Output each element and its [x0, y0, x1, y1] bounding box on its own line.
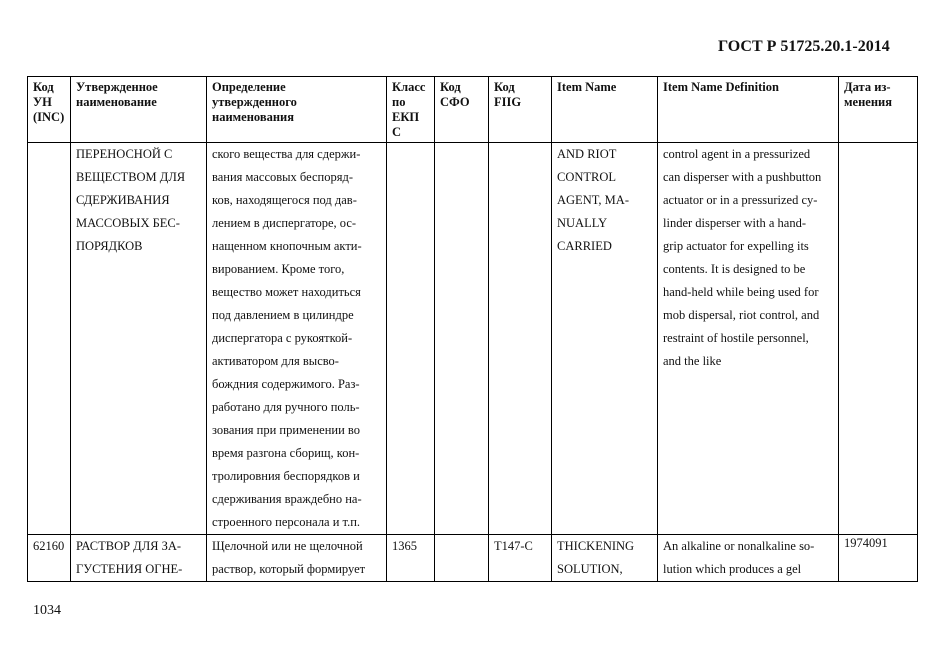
- header-change-date: Дата из- менения: [839, 77, 918, 143]
- standard-code: ГОСТ Р 51725.20.1-2014: [718, 38, 890, 55]
- header-inc-code: Код УН (INC): [28, 77, 71, 143]
- cell-sfo-code: [435, 143, 489, 535]
- header-fiig-code: Код FIIG: [489, 77, 552, 143]
- cell-ekps-class: [387, 143, 435, 535]
- page-number: 1034: [33, 603, 61, 618]
- cell-approved-name: РАСТВОР ДЛЯ ЗА- ГУСТЕНИЯ ОГНЕ-: [71, 535, 207, 582]
- table-row: [28, 143, 918, 535]
- cell-item-name: AND RIOT CONTROL AGENT, MA- NUALLY CARRIED: [552, 143, 658, 535]
- header-sfo-code: Код СФО: [435, 77, 489, 143]
- cell-ekps-class: 1365: [387, 535, 435, 582]
- header-ekps-class: Класс по ЕКП С: [387, 77, 435, 143]
- cell-item-name: THICKENING SOLUTION,: [552, 535, 658, 582]
- cell-item-name-definition: control agent in a pressurized can disperser with a pushbutton actuator or in a pressurized cy- linder disperser with a hand- grip actuator for expelling its contents. It is designed to be hand-held while being used for mob dispersal, riot control, and restraint of hostile personnel, and the like: [658, 143, 839, 535]
- header-item-name: Item Name: [552, 77, 658, 143]
- cell-name-definition: Щелочной или не щелочной раствор, который формирует: [207, 535, 387, 582]
- header-item-name-definition: Item Name Definition: [658, 77, 839, 143]
- cell-fiig-code: [489, 143, 552, 535]
- cell-name-definition: ского вещества для сдержи- вания массовых беспоряд- ков, находящегося под дав- лением в диспергаторе, ос- нащенном кнопочным акти- вированием. Кроме того, вещество может находиться под давлением в цилиндре диспергатора с рукояткой- активатором для высво- бождния содержимого. Раз- работано для ручного поль- зования при применении во время разгона сборищ, кон- тролировния беспорядков и сдерживания враждебно на- строенного персонала и т.п.: [207, 143, 387, 535]
- table-row: [28, 535, 918, 582]
- cell-fiig-code: T147-C: [489, 535, 552, 582]
- cell-inc-code: [28, 143, 71, 535]
- cell-change-date: 1974091: [839, 535, 918, 582]
- cell-approved-name: ПЕРЕНОСНОЙ С ВЕЩЕСТВОМ ДЛЯ СДЕРЖИВАНИЯ МАССОВЫХ БЕС- ПОРЯДКОВ: [71, 143, 207, 535]
- header-approved-name: Утвержденное наименование: [71, 77, 207, 143]
- cell-inc-code: 62160: [28, 535, 71, 582]
- nomenclature-table: [27, 76, 918, 582]
- header-name-definition: Определение утвержденного наименования: [207, 77, 387, 143]
- cell-change-date: [839, 143, 918, 535]
- cell-item-name-definition: An alkaline or nonalkaline so- lution which produces a gel: [658, 535, 839, 582]
- cell-sfo-code: [435, 535, 489, 582]
- table-header-row: [28, 77, 918, 143]
